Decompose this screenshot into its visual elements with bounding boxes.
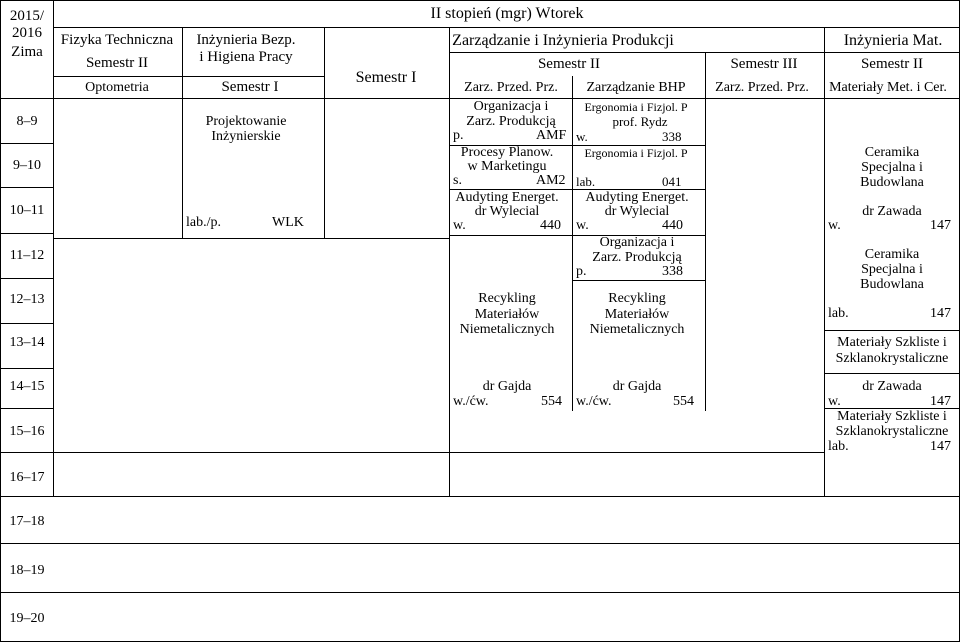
class-title: Ergonomia i Fizjol. P [584,100,688,114]
spec-materialy: Materiały Met. i Cer. [829,80,947,95]
class-teacher: prof. Rydz [612,114,668,129]
semester-zip-3: Semestr III [730,56,798,72]
class-teacher: dr Wylecial [604,204,670,219]
semester-mat: Semestr II [860,56,924,72]
hour-label: 17–18 [9,514,45,529]
class-title-line3: Budowlana [860,277,924,292]
class-room: 147 [930,394,951,409]
class-title-line3: Niemetalicznych [589,322,685,337]
class-room: 338 [662,129,682,144]
class-type: w. [828,218,841,233]
major-optometria: Optometria [85,80,149,95]
class-title-line2: Specjalna i [861,160,923,175]
hour-label: 9–10 [13,158,41,173]
class-type: w./ćw. [453,394,489,409]
class-type: lab./p. [186,215,221,230]
class-room: 440 [540,218,561,233]
hour-label: 11–12 [9,248,45,263]
class-teacher: dr Wylecial [474,204,540,219]
class-type: w. [576,129,588,144]
class-title-line2: Inżynierskie [211,129,281,144]
hour-label: 8–9 [16,114,38,129]
class-title: Organizacja i [599,235,675,250]
class-room: AMF [536,128,567,143]
hour-label: 14–15 [9,379,45,394]
page-title: II stopień (mgr) Wtorek [430,5,584,22]
class-room: 147 [930,439,951,454]
class-type: p. [453,128,464,143]
class-room: 554 [673,394,694,409]
class-room: 338 [662,264,683,279]
class-title-line2: Szklanokrystaliczne [835,351,949,366]
class-title: Organizacja i [473,99,549,114]
spec-zpp-1: Zarz. Przed. Prz. [464,80,558,95]
class-title: Ergonomia i Fizjol. P [584,146,688,160]
major-fizyka: Fizyka Techniczna [60,32,174,48]
class-title: Materiały Szkliste i [837,409,947,424]
hour-label: 13–14 [9,335,45,350]
spec-zpp-2: Zarz. Przed. Prz. [715,80,809,95]
class-type: w. [453,218,466,233]
class-room: 554 [541,394,562,409]
class-teacher: dr Zawada [862,379,922,394]
class-room: AM2 [536,173,566,188]
class-title-line2: Materiałów [604,307,670,322]
class-title-line2: Specjalna i [861,262,923,277]
class-type: lab. [576,174,596,189]
class-type: w./ćw. [576,394,612,409]
class-room: 041 [662,174,682,189]
semester-inz-bezp: Semestr I [355,69,417,86]
class-type: s. [453,173,462,188]
major-inz-bezp-line2: i Higiena Pracy [199,49,293,65]
class-room: 147 [930,306,951,321]
class-title: Ceramika [864,247,920,262]
class-title: Recykling [478,291,536,306]
class-room: WLK [272,215,304,230]
class-title-line2: Zarz. Produkcją [592,250,682,265]
class-title: Audyting Energet. [455,190,559,205]
hour-label: 18–19 [9,563,45,578]
class-title: Projektowanie [205,114,287,129]
class-teacher: dr Zawada [862,204,922,219]
class-type: lab. [828,439,849,454]
class-title: Audyting Energet. [585,190,689,205]
class-teacher: dr Gajda [612,379,662,394]
corner-year-end: 2016 [12,25,42,41]
class-title: Ceramika [864,145,920,160]
spec-bhp: Zarządzanie BHP [586,80,686,95]
semester-fizyka: Semestr II [85,55,149,71]
class-type: p. [576,264,587,279]
class-title-line2: w Marketingu [467,159,547,174]
class-room: 147 [930,218,951,233]
major-zarzadzanie: Zarządzanie i Inżynieria Produkcji [452,32,674,49]
class-title-line3: Niemetalicznych [459,322,555,337]
class-type: w. [828,394,841,409]
class-title-line2: Szklanokrystaliczne [835,424,949,439]
class-title-line3: Budowlana [860,175,924,190]
corner-year-start: 2015/ [9,8,45,24]
corner-season: Zima [11,44,43,60]
class-type: lab. [828,306,849,321]
semester-optometria: Semestr I [221,79,279,95]
hour-label: 19–20 [9,611,45,626]
class-title: Procesy Planow. [460,145,554,160]
major-inz-bezp: Inżynieria Bezp. [196,32,296,48]
hour-label: 12–13 [9,292,45,307]
major-inz-mat: Inżynieria Mat. [843,32,943,49]
class-title: Materiały Szkliste i [837,335,947,350]
class-title-line2: Zarz. Produkcją [466,114,556,129]
hour-label: 16–17 [9,470,45,485]
class-teacher: dr Gajda [482,379,532,394]
hour-label: 10–11 [9,203,45,218]
class-title: Recykling [608,291,666,306]
class-title-line2: Materiałów [474,307,540,322]
hour-label: 15–16 [9,424,45,439]
class-type: w. [576,218,589,233]
semester-zip-2: Semestr II [537,56,601,72]
class-room: 440 [662,218,683,233]
